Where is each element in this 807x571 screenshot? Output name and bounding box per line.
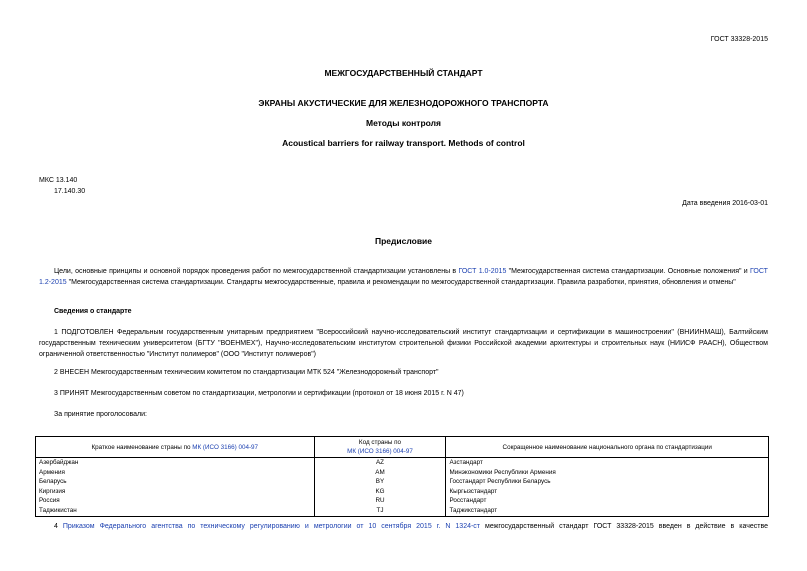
order-link[interactable]: Приказом Федерального агентства по техническому регулированию и метрологии от 10 сентября 2015 г. N 1324-ст	[62, 523, 481, 530]
voted-label: За принятие проголосовали:	[54, 411, 147, 418]
preface-item-1: 1 ПОДГОТОВЛЕН Федеральным государственным унитарным предприятием "Всероссийский научно-исследовательский институт стандартизации и сертификации в машиностроении" (ВНИИНМАШ), Балтийским государственным техническим университетом (БГТУ "ВОЕНМЕХ"), Научно-исследовательским институтом строительной физики Российской академии архитектуры и строительных наук (НИИСФ РААСН), Обществом ограниченной ответственностью "Институт полимеров" (ООО "Институт полимеров")	[39, 329, 768, 358]
voting-table	[35, 436, 769, 517]
mk-iso-link[interactable]: МК (ИСО 3166) 004-97	[347, 448, 413, 455]
preface-intro	[39, 266, 768, 288]
table-row: Азербайджан AZ Азстандарт	[36, 458, 769, 468]
intro-text-1: Цели, основные принципы и основной порядок проведения работ по межгосударственной стандартизации установлены в	[54, 268, 459, 275]
effective-date: Дата введения 2016-03-01	[682, 200, 768, 207]
table-row: Таджикистан TJ Таджикстандарт	[36, 506, 769, 516]
gost-1-2-link[interactable]: ГОСТ 1.2-2015	[39, 268, 768, 286]
info-heading: Сведения о стандарте	[54, 308, 132, 315]
intro-text-3: "Межгосударственная система стандартизации. Стандарты межгосударственные, правила и рекомендации по межгосударственной стандартизации. Правила разработки, принятия, обновления и отмены"	[66, 279, 736, 286]
document-number: ГОСТ 33328-2015	[710, 36, 768, 43]
preface-item-4: 4 Приказом Федерального агентства по техническому регулированию и метрологии от 10 сентября 2015 г. N 1324-ст межгосударственный стандарт ГОСТ 33328-2015 введен в действие в качестве	[54, 523, 768, 530]
gost-1-0-link[interactable]: ГОСТ 1.0-2015	[458, 268, 507, 275]
header-country-name: Краткое наименование страны по МК (ИСО 3166) 004-97	[36, 437, 315, 458]
table-row: Россия RU Росстандарт	[36, 496, 769, 506]
preface-heading: Предисловие	[374, 236, 433, 246]
header-national-body: Сокращенное наименование национального органа по стандартизации	[446, 437, 769, 458]
mks-code: МКС 13.140	[39, 177, 78, 184]
intro-text-2: "Межгосударственная система стандартизации. Основные положения" и	[506, 268, 751, 275]
english-title: Acoustical barriers for railway transport. Methods of control	[282, 138, 525, 148]
standard-subtitle: Методы контроля	[365, 118, 441, 128]
mk-iso-link[interactable]: МК (ИСО 3166) 004-97	[192, 443, 259, 451]
standard-name-title: ЭКРАНЫ АКУСТИЧЕСКИЕ ДЛЯ ЖЕЛЕЗНОДОРОЖНОГО ТРАНСПОРТА	[258, 98, 549, 108]
mks-code-second: 17.140.30	[54, 188, 86, 195]
table-row: Беларусь BY Госстандарт Республики Беларусь	[36, 477, 769, 487]
table-row: Киргизия KG Кыргызстандарт	[36, 487, 769, 497]
table-header-row	[36, 437, 769, 458]
table-row: Армения AM Минэкономики Республики Армения	[36, 468, 769, 478]
standard-type-title: МЕЖГОСУДАРСТВЕННЫЙ СТАНДАРТ	[324, 68, 483, 78]
preface-item-2: 2 ВНЕСЕН Межгосударственным техническим комитетом по стандартизации МТК 524 "Железнодорожный транспорт"	[54, 369, 439, 376]
preface-item-3: 3 ПРИНЯТ Межгосударственным советом по стандартизации, метрологии и сертификации (протокол от 18 июня 2015 г. N 47)	[54, 390, 464, 397]
header-country-code: Код страны по МК (ИСО 3166) 004-97	[314, 437, 446, 458]
